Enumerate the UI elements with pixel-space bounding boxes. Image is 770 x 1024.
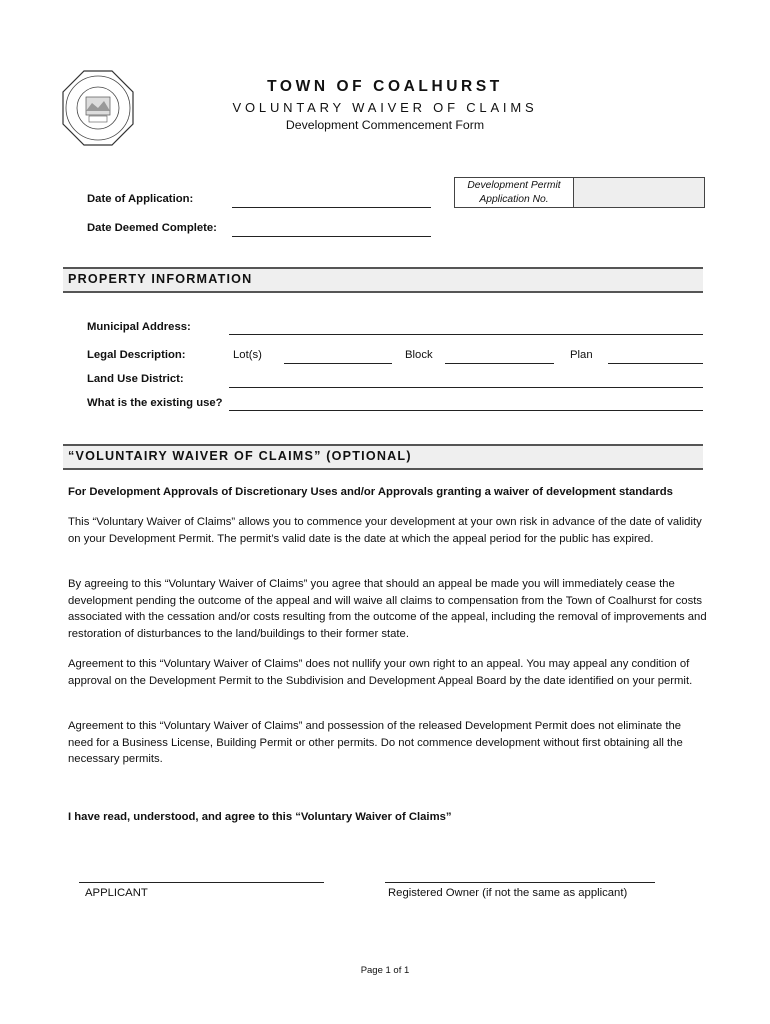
applicant-signature-line[interactable] (79, 882, 324, 883)
waiver-section-header: “VOLUNTAIRY WAIVER OF CLAIMS” (OPTIONAL) (63, 444, 703, 470)
municipal-address-field[interactable] (229, 334, 703, 335)
date-deemed-complete-label: Date Deemed Complete: (87, 222, 217, 234)
land-use-district-field[interactable] (229, 387, 703, 388)
land-use-district-label: Land Use District: (87, 373, 184, 385)
town-name: TOWN OF COALHURST (267, 78, 503, 95)
permit-application-number-field[interactable] (574, 178, 704, 207)
block-label: Block (405, 349, 433, 361)
form-subtitle: Development Commencement Form (285, 118, 485, 132)
date-of-application-label: Date of Application: (87, 193, 194, 205)
date-deemed-complete-field[interactable] (232, 236, 431, 237)
lots-label: Lot(s) (233, 349, 262, 361)
waiver-paragraph-4: Agreement to this “Voluntary Waiver of Claims” and possession of the released Development Permit does not eliminate the need for a Business License, Building Permit or other permits. Do not commence development without first obtaining all the necessary permits. (68, 720, 683, 766)
permit-application-label: Development Permit Application No. (455, 178, 574, 207)
agreement-statement: I have read, understood, and agree to this “Voluntary Waiver of Claims” (68, 811, 452, 823)
plan-field[interactable] (608, 363, 703, 364)
plan-label: Plan (570, 349, 593, 361)
waiver-subheading: For Development Approvals of Discretionary Uses and/or Approvals granting a waiver of development standards (68, 486, 673, 498)
applicant-label: APPLICANT (85, 887, 148, 899)
municipal-address-label: Municipal Address: (87, 321, 191, 333)
permit-application-box (454, 177, 705, 208)
waiver-paragraph-1: This “Voluntary Waiver of Claims” allows you to commence your development at your own risk in advance of the date of validity on your Development Permit. The permit’s valid date is the date at which the appeal period for the public has expired. (68, 516, 702, 545)
town-seal-icon (62, 70, 134, 146)
lots-field[interactable] (284, 363, 392, 364)
waiver-paragraph-2: By agreeing to this “Voluntary Waiver of Claims” you agree that should an appeal be made you will immediately cease the development pending the outcome of the appeal and will waive all claims to compensation from the Town of Coalhurst for costs associated with the cessation and/or costs resulting from the outcome of the appeal, including the removal of improvements and restoration of disturbances to the land/buildings to their former state. (68, 578, 707, 640)
form-title: VOLUNTARY WAIVER OF CLAIMS (232, 100, 538, 115)
block-field[interactable] (445, 363, 554, 364)
existing-use-label: What is the existing use? (87, 397, 223, 409)
registered-owner-label: Registered Owner (if not the same as applicant) (388, 887, 628, 899)
waiver-paragraph-3: Agreement to this “Voluntary Waiver of Claims” does not nullify your own right to an appeal. You may appeal any condition of approval on the Development Permit to the Subdivision and Development Appeal Board by the date identified on your permit. (68, 658, 693, 687)
property-information-header: PROPERTY INFORMATION (63, 267, 703, 293)
date-of-application-field[interactable] (232, 207, 431, 208)
legal-description-label: Legal Description: (87, 349, 186, 361)
page-number: Page 1 of 1 (360, 965, 410, 976)
existing-use-field[interactable] (229, 410, 703, 411)
owner-signature-line[interactable] (385, 882, 655, 883)
